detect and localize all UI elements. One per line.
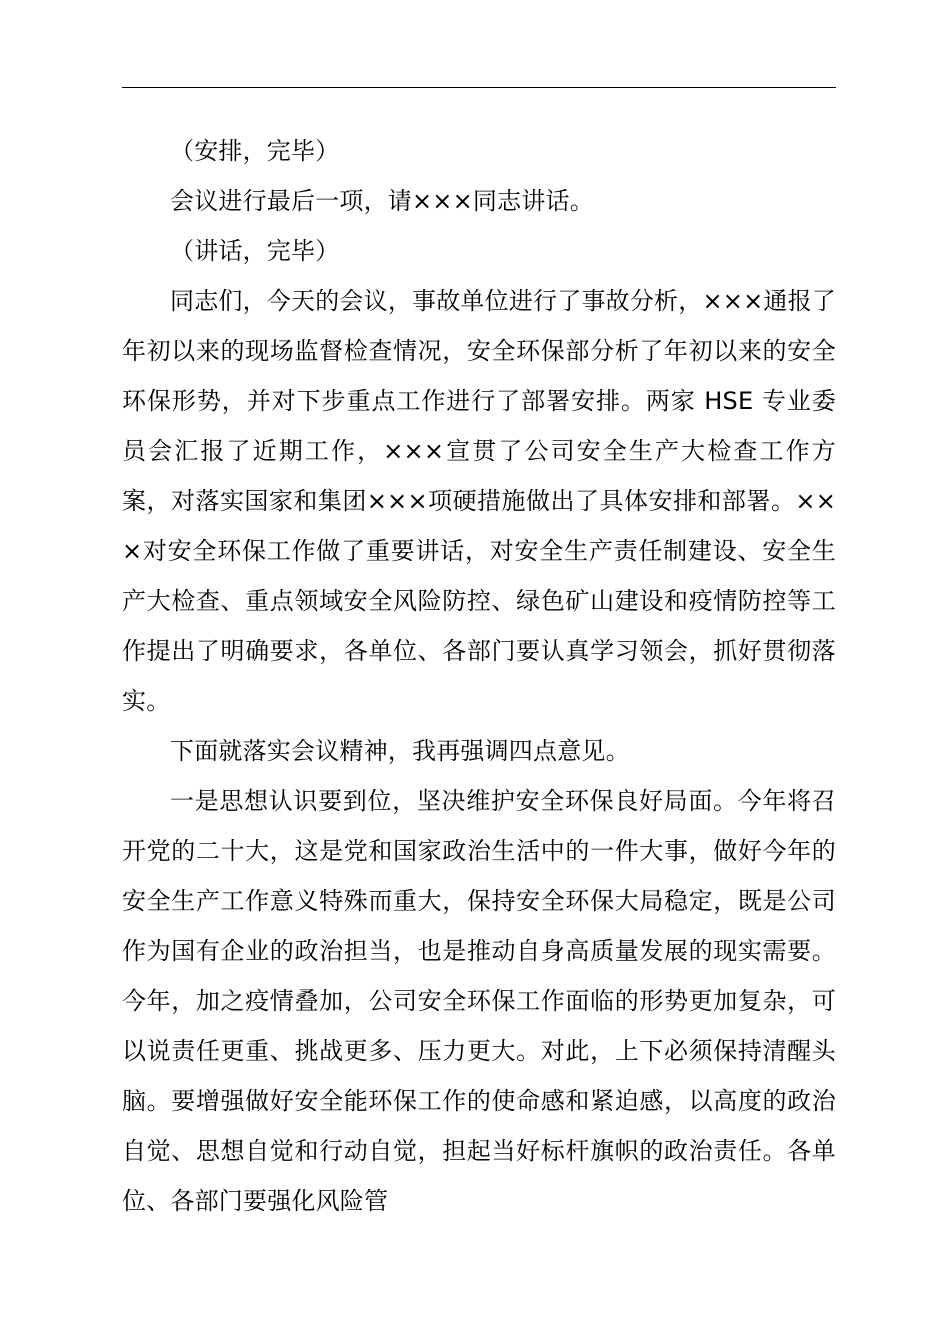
paragraph-speech-done: （讲话，完毕） <box>170 237 340 265</box>
document-body <box>122 126 836 1226</box>
paragraph-point-one: 一是思想认识要到位，坚决维护安全环保良好局面。今年将召开党的二十大，这是党和国家政治生活中的一件大事，做好今年的安全生产工作意义特殊而重大，保持安全环保大局稳定，既是公司作为国有企业的政治担当，也是推动自身高质量发展的现实需要。今年，加之疫情叠加，公司安全环保工作面临的形势更加复杂，可以说责任更重、挑战更多、压力更大。对此，上下必须保持清醒头脑。要增强做好安全能环保工作的使命感和紧迫感，以高度的政治自觉、思想自觉和行动自觉，担起当好标杆旗帜的政治责任。各单位、各部门要强化风险管 <box>122 787 836 1215</box>
paragraph-meeting-summary: 同志们，今天的会议，事故单位进行了事故分析，×××通报了年初以来的现场监督检查情况，安全环保部分析了年初以来的安全环保形势，并对下步重点工作进行了部署安排。两家 HSE 专业委员会汇报了近期工作，×××宣贯了公司安全生产大检查工作方案，对落实国家和集团×××项硬措施做出了具体安排和部署。×××对安全环保工作做了重要讲话，对安全生产责任制建设、安全生产大检查、重点领域安全风险防控、绿色矿山建设和疫情防控等工作提出了明确要求，各单位、各部门要认真学习领会，抓好贯彻落实。 <box>122 287 836 715</box>
header-rule <box>122 87 836 88</box>
paragraph-final-item: 会议进行最后一项，请×××同志讲话。 <box>170 187 594 215</box>
paragraph-arrangement-done: （安排，完毕） <box>170 137 340 165</box>
paragraph-four-points-intro: 下面就落实会议精神，我再强调四点意见。 <box>170 737 630 765</box>
